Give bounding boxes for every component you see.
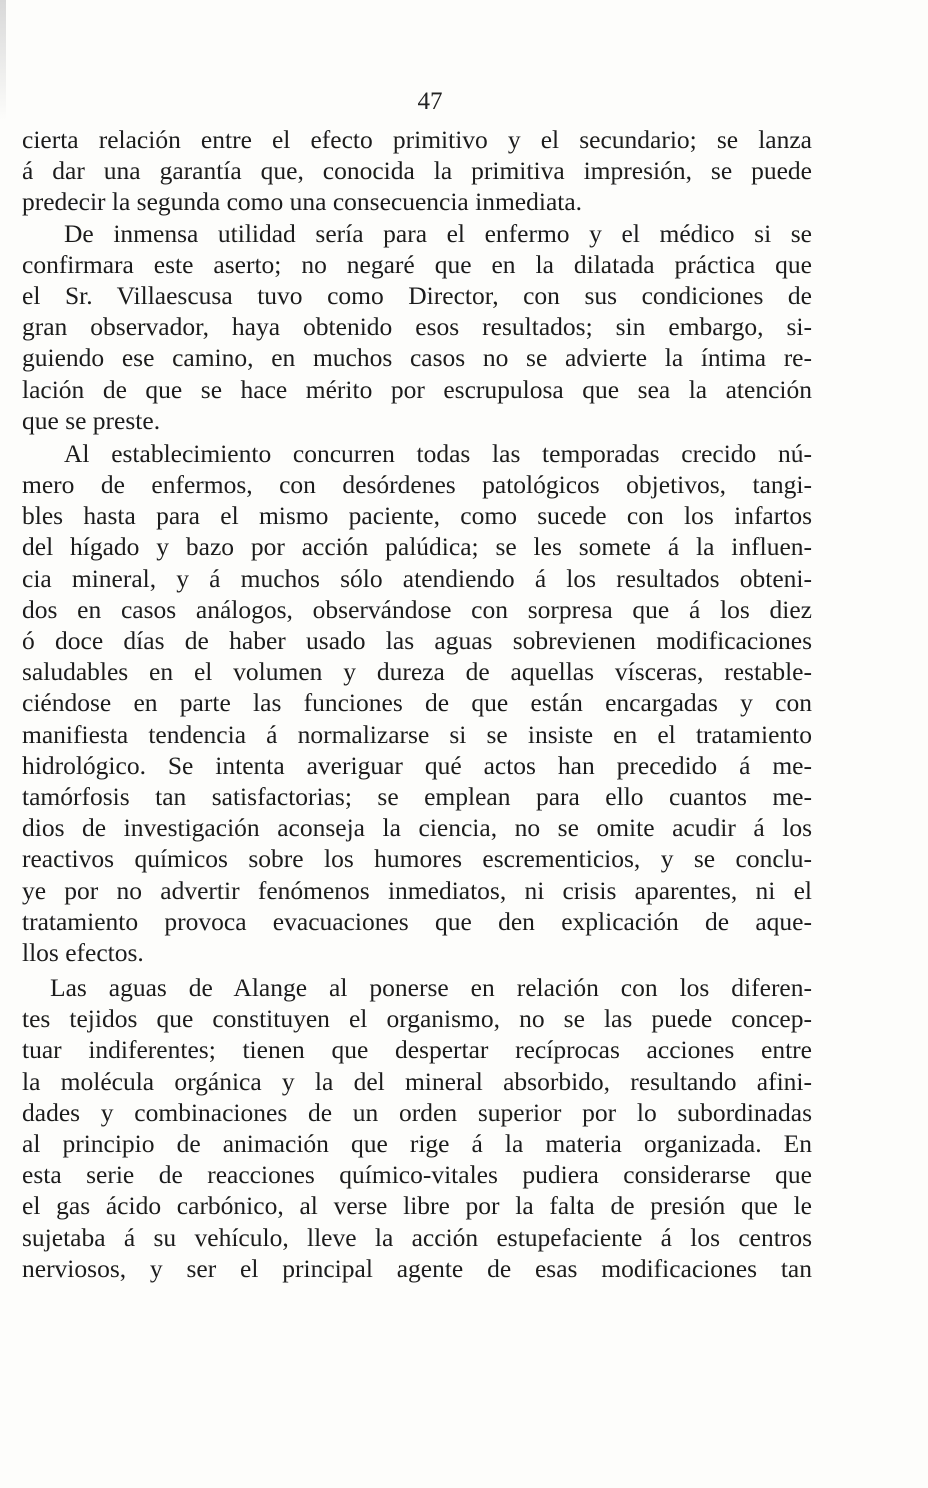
body-text [22,124,812,1284]
text-line: tuar indiferentes; tienen que despertar recíprocas acciones entre [22,1035,812,1065]
text-line: Al establecimiento concurren todas las temporadas crecido nú- [64,438,812,468]
text-line: Las aguas de Alange al ponerse en relación con los diferen- [50,973,812,1003]
text-line: saludables en el volumen y dureza de aquellas vísceras, restable- [22,657,812,687]
text-line: ye por no advertir fenómenos inmediatos, ni crisis aparentes, ni el [22,875,812,905]
text-line: esta serie de reacciones químico-vitales pudiera considerarse que [22,1160,812,1190]
text-line: al principio de animación que rige á la materia organizada. En [22,1129,812,1158]
paragraph-3 [22,438,812,968]
text-line: gran observador, haya obtenido esos resultados; sin embargo, si- [22,312,812,342]
text-line: bles hasta para el mismo paciente, como sucede con los infartos [22,501,812,531]
text-line: tes tejidos que constituyen el organismo, no se las puede concep- [22,1004,812,1034]
text-line: hidrológico. Se intenta averiguar qué actos han precedido á me- [22,750,812,780]
text-line: ó doce días de haber usado las aguas sobrevienen modificaciones [22,626,812,655]
paragraph-2 [22,218,812,436]
text-line: guiendo ese camino, en muchos casos no se advierte la íntima re- [22,343,812,373]
text-line: el gas ácido carbónico, al verse libre por la falta de presión que le [22,1191,812,1221]
paragraph-4 [22,972,812,1284]
text-line: cierta relación entre el efecto primitivo y el secundario; se lanza [22,125,812,154]
text-line: sujetaba á su vehículo, lleve la acción estupefaciente á los centros [22,1222,812,1252]
paragraph-1 [22,124,812,218]
text-line: confirmara este aserto; no negaré que en la dilatada práctica que [22,249,812,279]
text-line: tamórfosis tan satisfactorias; se emplean para ello cuantos me- [22,781,812,811]
text-line: á dar una garantía que, conocida la primitiva impresión, se puede [22,156,812,186]
text-line: del hígado y bazo por acción palúdica; se les somete á la influen- [22,532,812,562]
text-line: la molécula orgánica y la del mineral absorbido, resultando afini- [22,1066,812,1096]
text-line: dios de investigación aconseja la ciencia, no se omite acudir á los [22,813,812,843]
text-line: reactivos químicos sobre los humores escrementicios, y se conclu- [22,844,812,874]
text-line: ciéndose en parte las funciones de que están encargadas y con [22,688,812,718]
page-number: 47 [417,88,443,115]
text-line: llos efectos. [22,937,144,967]
text-line: dades y combinaciones de un orden superior por lo subordinadas [22,1097,812,1127]
text-line: dos en casos análogos, observándose con sorpresa que á los diez [22,594,812,624]
text-line: mero de enfermos, con desórdenes patológicos objetivos, tangi- [22,470,812,500]
text-line: De inmensa utilidad sería para el enfermo y el médico si se [64,218,812,248]
text-line: cia mineral, y á muchos sólo atendiendo á los resultados obteni- [22,563,812,593]
text-line: predecir la segunda como una consecuencia inmediata. [22,187,583,217]
text-line: que se preste. [22,405,161,435]
text-line: manifiesta tendencia á normalizarse si se insiste en el tratamiento [22,719,812,749]
text-line: nerviosos, y ser el principal agente de esas modificaciones tan [22,1253,812,1283]
text-line: lación de que se hace mérito por escrupulosa que sea la atención [22,374,812,404]
text-line: el Sr. Villaescusa tuvo como Director, con sus condiciones de [22,280,812,310]
text-line: tratamiento provoca evacuaciones que den explicación de aque- [22,906,812,936]
